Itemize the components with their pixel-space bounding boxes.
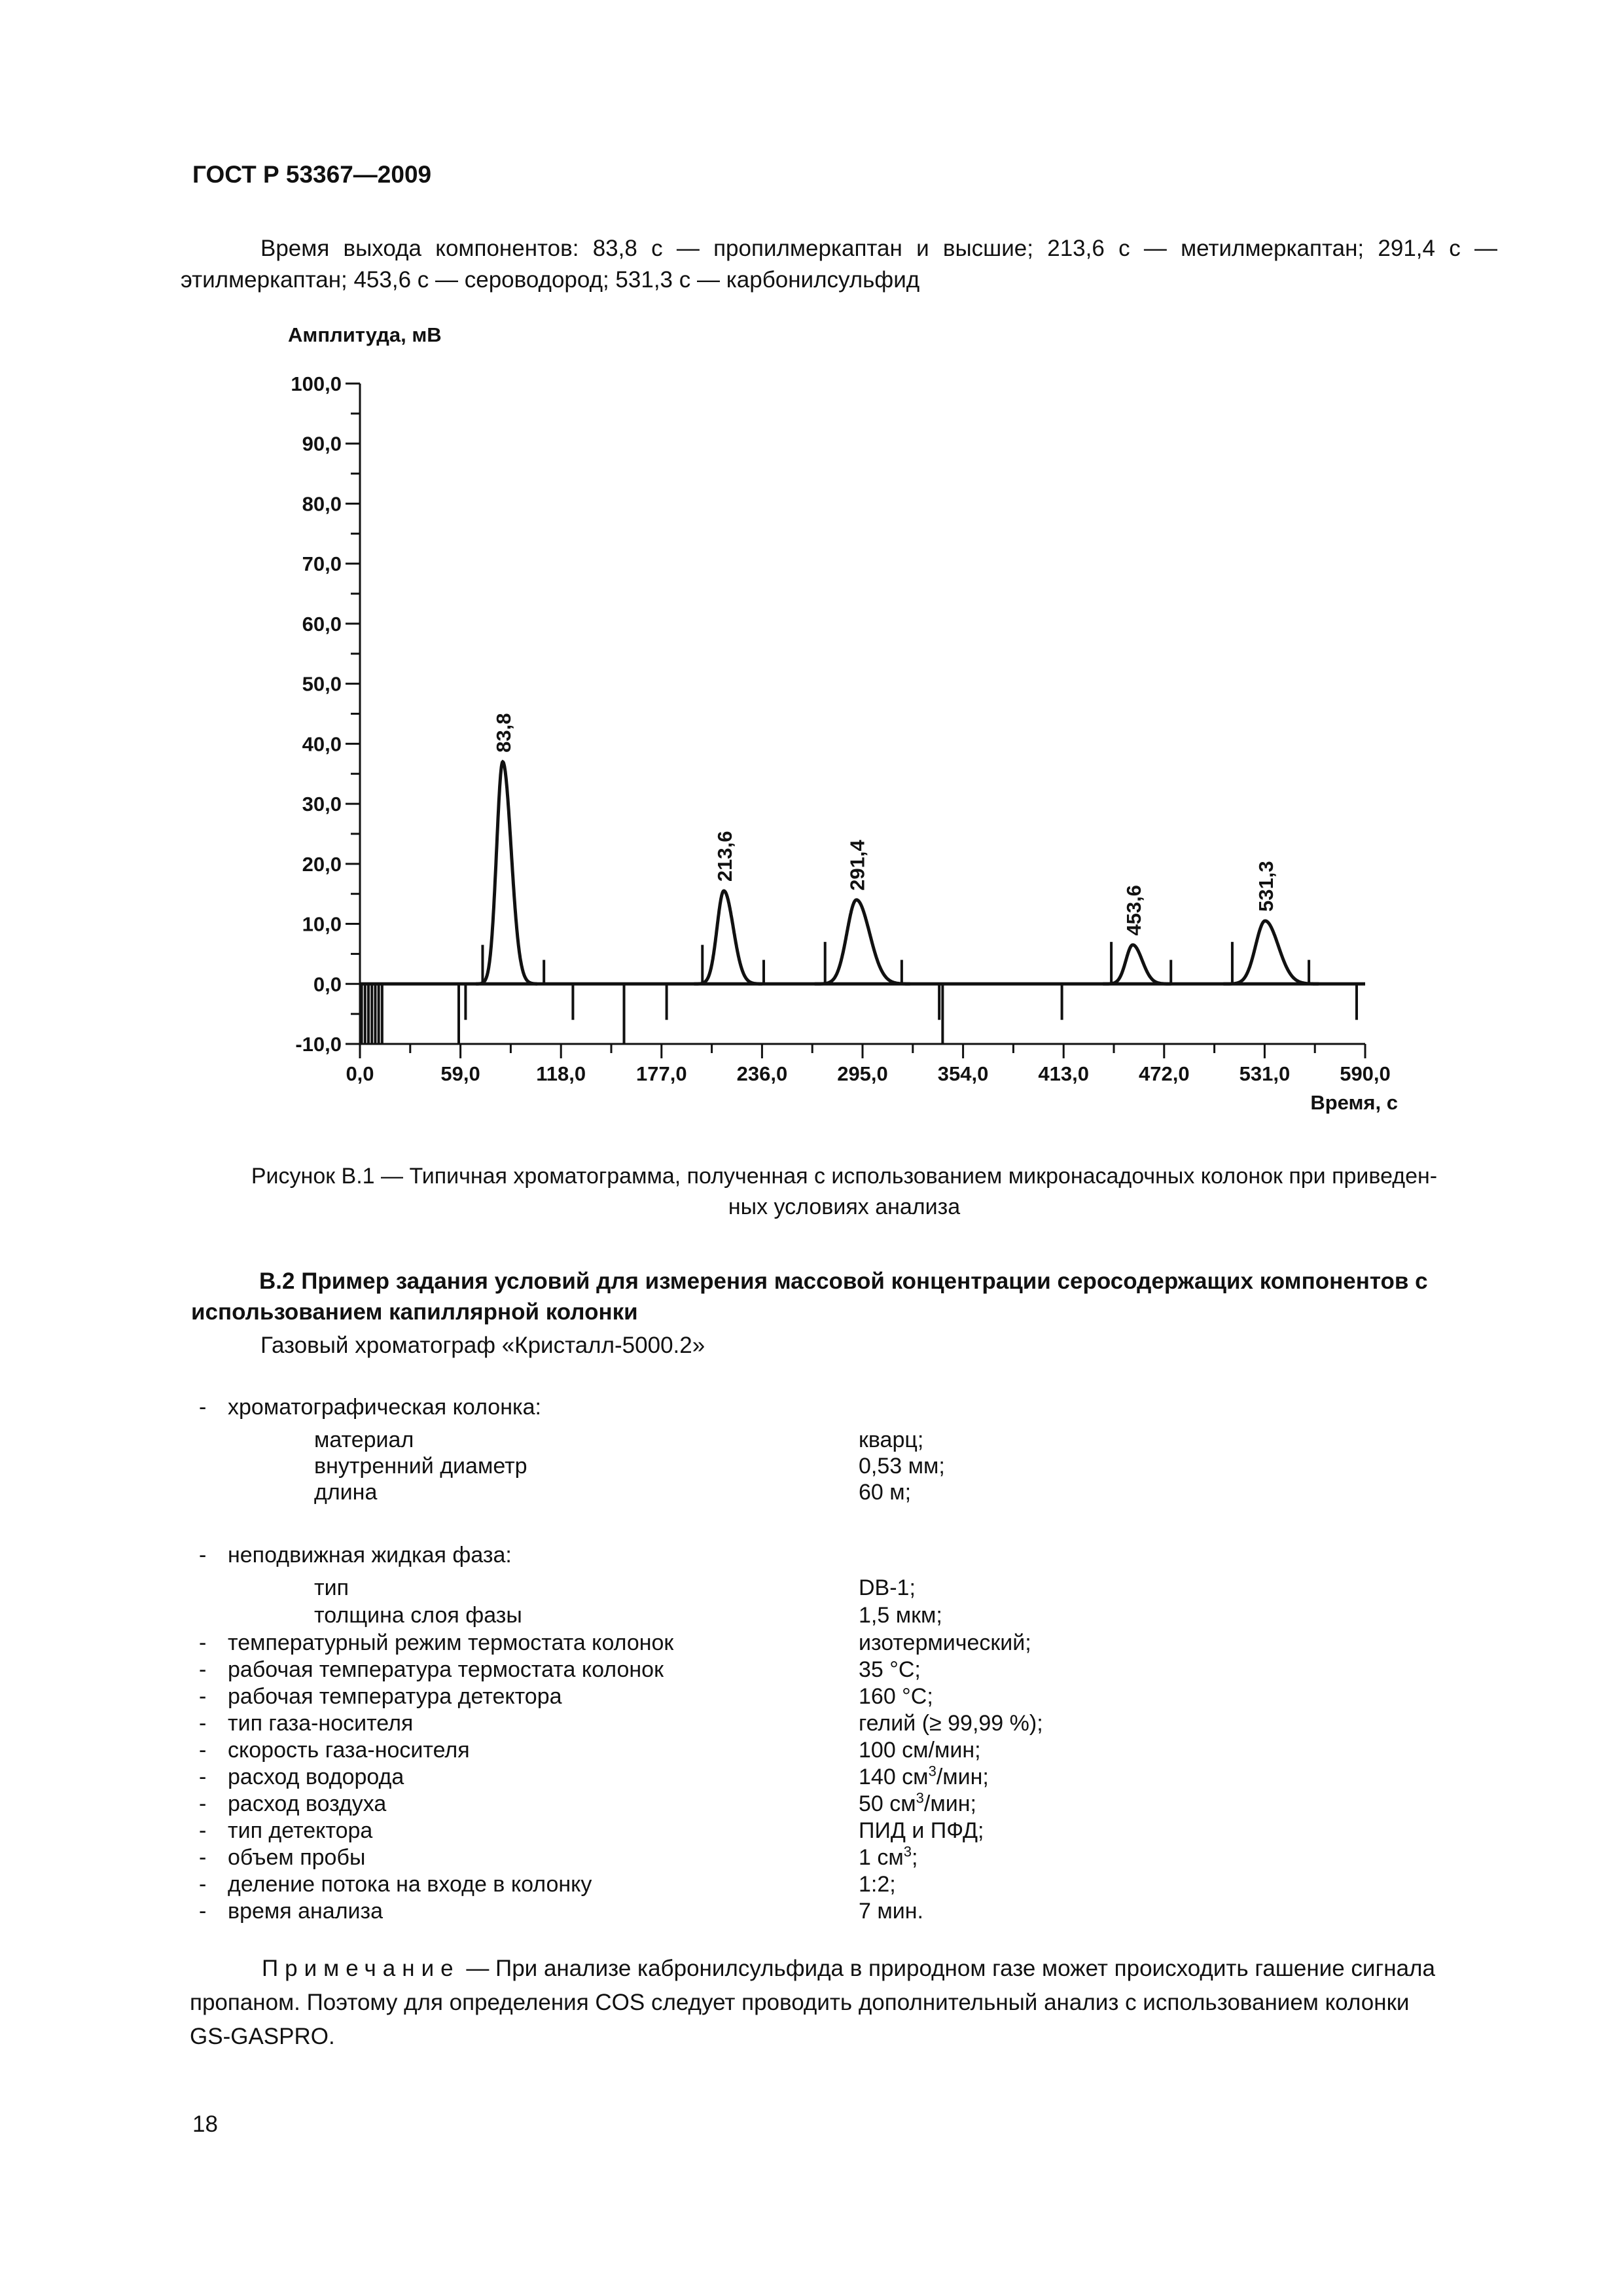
note-line-3: GS-GASPRO. — [190, 2024, 335, 2049]
instrument-name: Газовый хроматограф «Кристалл-5000.2» — [260, 1333, 705, 1358]
param-value: кварц; — [859, 1427, 924, 1452]
document-code-header: ГОСТ Р 53367—2009 — [192, 161, 432, 188]
condition-label: расход воздуха — [228, 1791, 387, 1816]
y-tick-label: 90,0 — [302, 432, 342, 456]
x-tick-label: 295,0 — [837, 1062, 888, 1085]
caption-line-2: ных условиях анализа — [728, 1194, 961, 1219]
y-tick-label: -10,0 — [295, 1033, 342, 1056]
peak-curve — [1103, 945, 1171, 984]
condition-value — [859, 1764, 989, 1790]
peak-label: 213,6 — [713, 831, 737, 882]
condition-label: скорость газа-носителя — [228, 1738, 470, 1763]
caption-line-1: Рисунок В.1 — Типичная хроматограмма, полученная с использованием микронасадочных колонок при приведен- — [251, 1164, 1438, 1189]
x-tick-label: 590,0 — [1340, 1062, 1391, 1085]
x-tick-label: 354,0 — [937, 1062, 989, 1085]
value-unit: ; — [911, 1845, 918, 1870]
peak-label: 453,6 — [1122, 885, 1145, 936]
note-line-2: пропаном. Поэтому для определения COS следует проводить дополнительный анализ с использованием колонки — [190, 1990, 1410, 2015]
param-value: 60 м; — [859, 1480, 912, 1505]
list-dash: - — [199, 1765, 207, 1789]
x-tick-label: 413,0 — [1038, 1062, 1089, 1085]
condition-value: изотермический; — [859, 1630, 1031, 1655]
intro-line-1: Время выхода компонентов: 83,8 с — пропилмеркаптан и высшие; 213,6 с — метилмеркаптан; 291,4 с — — [260, 236, 1497, 261]
list-dash: - — [199, 1818, 207, 1843]
note-paragraph — [190, 1952, 1499, 2054]
condition-label: рабочая температура термостата колонок — [228, 1657, 664, 1682]
list-dash: - — [199, 1899, 207, 1924]
y-tick-label: 60,0 — [302, 612, 342, 636]
list-dash: - — [199, 1395, 207, 1420]
param-label: толщина слоя фазы — [314, 1603, 522, 1628]
peak-label: 291,4 — [846, 840, 869, 891]
peak-curve — [476, 762, 537, 984]
value-main: 1 см — [859, 1845, 904, 1870]
y-tick-label: 80,0 — [302, 492, 342, 516]
condition-value: 160 °С; — [859, 1684, 933, 1709]
condition-value: ПИД и ПФД; — [859, 1818, 984, 1843]
condition-value: 7 мин. — [859, 1899, 923, 1924]
list-dash: - — [199, 1791, 207, 1816]
condition-value — [859, 1791, 976, 1817]
y-tick-label: 40,0 — [302, 732, 342, 756]
list-dash: - — [199, 1711, 207, 1736]
condition-value: 100 см/мин; — [859, 1738, 981, 1763]
condition-label: расход водорода — [228, 1765, 404, 1789]
condition-label: тип детектора — [228, 1818, 373, 1843]
param-value: 1,5 мкм; — [859, 1603, 942, 1628]
condition-label: температурный режим термостата колонок — [228, 1630, 674, 1655]
value-main: 50 см — [859, 1791, 916, 1816]
condition-label: рабочая температура детектора — [228, 1684, 562, 1709]
superscript: 3 — [916, 1789, 924, 1806]
list-dash: - — [199, 1684, 207, 1709]
condition-label: деление потока на входе в колонку — [228, 1872, 592, 1897]
condition-value — [859, 1844, 918, 1871]
note-text: — При анализе кабронилсульфида в природном газе может происходить гашение сигнала — [459, 1956, 1435, 1981]
condition-label: тип газа-носителя — [228, 1711, 414, 1736]
intro-line-2: этилмеркаптан; 453,6 с — сероводород; 531,3 с — карбонилсульфид — [181, 267, 920, 293]
list-dash: - — [199, 1630, 207, 1655]
list-dash: - — [199, 1738, 207, 1763]
list-dash: - — [199, 1845, 207, 1870]
section-title: В.2 Пример задания условий для измерения массовой концентрации серосодержащих компонентов с использованием капиллярной колонки — [191, 1268, 1428, 1325]
phase-heading: неподвижная жидкая фаза: — [228, 1543, 512, 1568]
y-tick-label: 70,0 — [302, 552, 342, 576]
x-tick-label: 236,0 — [736, 1062, 788, 1085]
x-tick-label: 177,0 — [636, 1062, 687, 1085]
value-main: 140 см — [859, 1765, 929, 1789]
list-dash: - — [199, 1657, 207, 1682]
note-prefix: Примечание — [262, 1956, 460, 1981]
value-unit: /мин; — [936, 1765, 989, 1789]
param-label: материал — [314, 1427, 414, 1452]
x-axis-title: Время, с — [1310, 1091, 1398, 1114]
param-label: внутренний диаметр — [314, 1454, 527, 1479]
value-unit: /мин; — [923, 1791, 976, 1816]
y-tick-label: 30,0 — [302, 793, 342, 816]
peak-curve — [1223, 921, 1319, 984]
param-label: тип — [314, 1575, 349, 1600]
superscript: 3 — [903, 1843, 912, 1860]
peak-curve — [815, 900, 910, 984]
y-axis-title: Амплитуда, мВ — [288, 323, 442, 346]
y-tick-label: 50,0 — [302, 672, 342, 696]
column-heading: хроматографическая колонка: — [228, 1395, 541, 1420]
superscript: 3 — [928, 1763, 936, 1780]
peak-curve — [694, 891, 762, 984]
x-tick-label: 118,0 — [536, 1062, 586, 1085]
x-tick-label: 59,0 — [440, 1062, 480, 1085]
param-value: 0,53 мм; — [859, 1454, 945, 1479]
y-tick-label: 100,0 — [291, 372, 342, 395]
page-number: 18 — [192, 2111, 218, 2137]
peak-label: 83,8 — [492, 713, 516, 753]
y-tick-label: 0,0 — [313, 973, 342, 996]
peak-label: 531,3 — [1255, 861, 1278, 912]
param-label: длина — [314, 1480, 378, 1505]
x-tick-label: 0,0 — [346, 1062, 374, 1085]
x-tick-label: 472,0 — [1139, 1062, 1190, 1085]
y-tick-label: 10,0 — [302, 912, 342, 936]
list-dash: - — [199, 1872, 207, 1897]
figure-caption — [183, 1161, 1505, 1223]
y-tick-label: 20,0 — [302, 852, 342, 876]
param-value: DB-1; — [859, 1575, 916, 1600]
list-dash: - — [199, 1543, 207, 1568]
condition-value: 35 °С; — [859, 1657, 921, 1682]
x-tick-label: 531,0 — [1239, 1062, 1291, 1085]
condition-value: 1:2; — [859, 1872, 896, 1897]
condition-label: объем пробы — [228, 1845, 366, 1870]
condition-label: время анализа — [228, 1899, 383, 1924]
note-line-1 — [190, 1952, 1499, 1986]
condition-value: гелий (≥ 99,99 %); — [859, 1711, 1043, 1736]
